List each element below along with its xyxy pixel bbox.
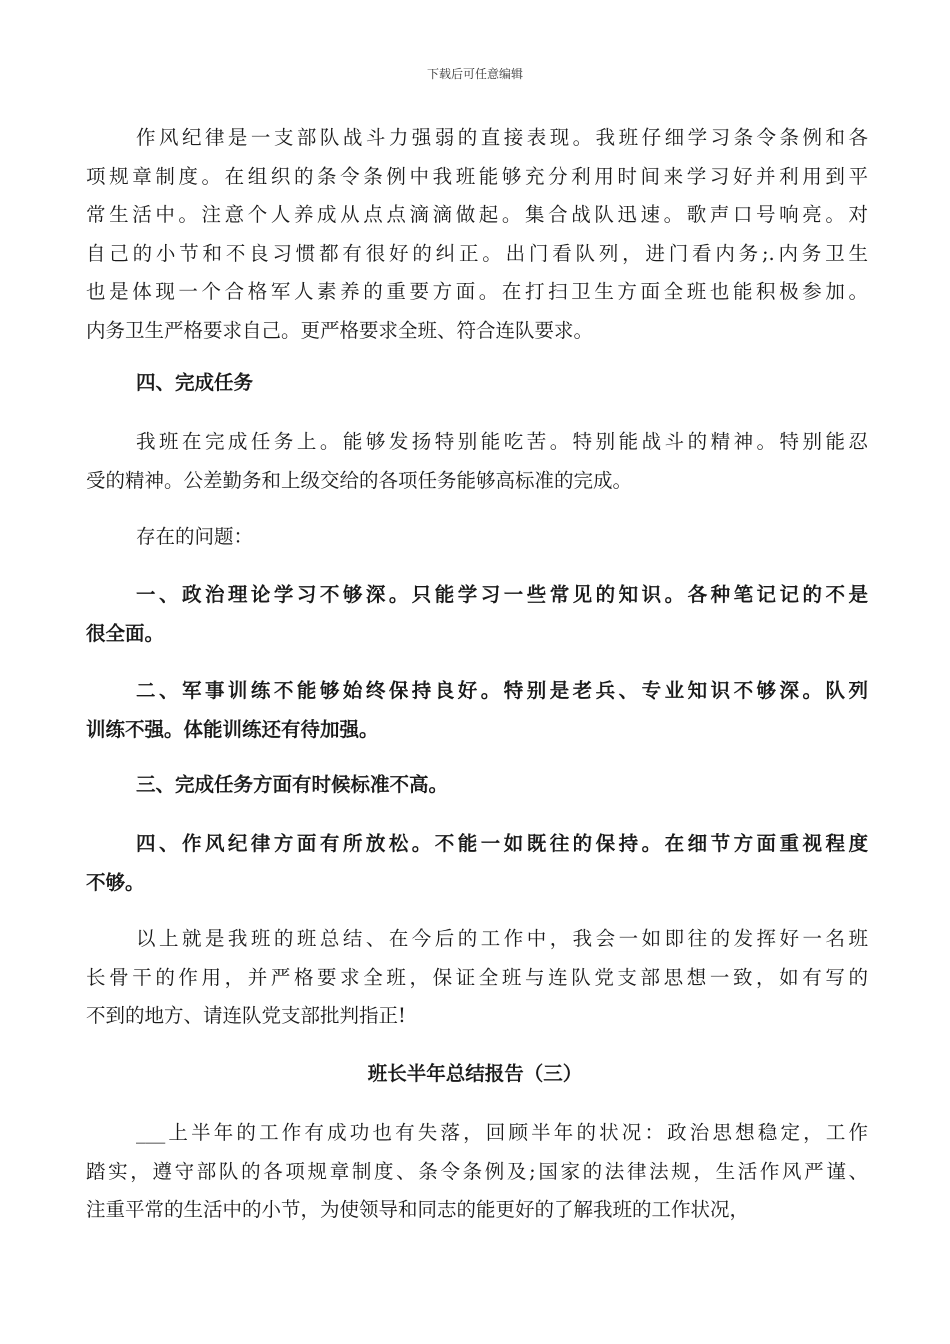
report-title: 班长半年总结报告（三） — [367, 1062, 583, 1085]
text-line: 内务卫生严格要求自己。更严格要求全班、符合连队要求。 — [86, 318, 594, 342]
text-line: ___上半年的工作有成功也有失落，回顾半年的状况：政治思想稳定，工作 — [136, 1121, 868, 1144]
problem-item-2 — [86, 672, 868, 749]
text-line: 受的精神。公差勤务和上级交给的各项任务能够高标准的完成。 — [86, 468, 633, 492]
text-line: 长骨干的作用，并严格要求全班，保证全班与连队党支部思想一致，如有写的 — [86, 965, 868, 989]
paragraph-conclusion — [86, 920, 868, 1036]
text-line: 作风纪律是一支部队战斗力强弱的直接表现。我班仔细学习条令条例和各 — [136, 126, 868, 149]
text-line: 一、政治理论学习不够深。只能学习一些常见的知识。各种笔记记的不是 — [136, 583, 868, 606]
problem-item-3 — [86, 766, 868, 805]
text-line: 很全面。 — [86, 621, 165, 645]
paragraph-report-intro — [86, 1114, 868, 1230]
text-line: 我班在完成任务上。能够发扬特别能吃苦。特别能战斗的精神。特别能忍 — [136, 430, 868, 453]
section-heading-complete-tasks — [86, 364, 868, 403]
page-header: 下载后可任意编辑 — [426, 67, 523, 81]
paragraph-tasks — [86, 423, 868, 500]
text-line: 三、完成任务方面有时候标准不高。 — [136, 773, 449, 796]
text-line: 训练不强。体能训练还有待加强。 — [86, 717, 379, 741]
text-line: 项规章制度。在组织的条令条例中我班能够充分利用时间来学习好并利用到平 — [86, 164, 868, 188]
text-line: 自己的小节和不良习惯都有很好的纠正。出门看队列，进门看内务;.内务卫生 — [86, 241, 868, 265]
problem-item-1 — [86, 576, 868, 653]
text-line: 常生活中。注意个人养成从点点滴滴做起。集合战队迅速。歌声口号响亮。对 — [86, 203, 868, 226]
text-line: 二、军事训练不能够始终保持良好。特别是老兵、专业知识不够深。队列 — [136, 679, 868, 702]
text-line: 不到的地方、请连队党支部批判指正! — [86, 1004, 406, 1027]
text-line: 四、作风纪律方面有所放松。不能一如既往的保持。在细节方面重视程度 — [136, 832, 868, 855]
text-line: 也是体现一个合格军人素养的重要方面。在打扫卫生方面全班也能积极参加。 — [86, 280, 868, 303]
text-line: 注重平常的生活中的小节，为使领导和同志的能更好的了解我班的工作状况， — [86, 1198, 750, 1221]
text-line: 踏实，遵守部队的各项规章制度、条令条例及;国家的法律法规，生活作风严谨、 — [86, 1159, 868, 1183]
text-line: 存在的问题： — [136, 525, 254, 548]
problem-item-4 — [86, 825, 868, 902]
paragraph-discipline — [86, 119, 868, 350]
text-line: 以上就是我班的班总结、在今后的工作中，我会一如即往的发挥好一名班 — [136, 927, 868, 950]
section-heading-text: 四、完成任务 — [136, 371, 254, 394]
text-line: 不够。 — [86, 870, 145, 894]
paragraph-problems-intro — [86, 518, 868, 557]
